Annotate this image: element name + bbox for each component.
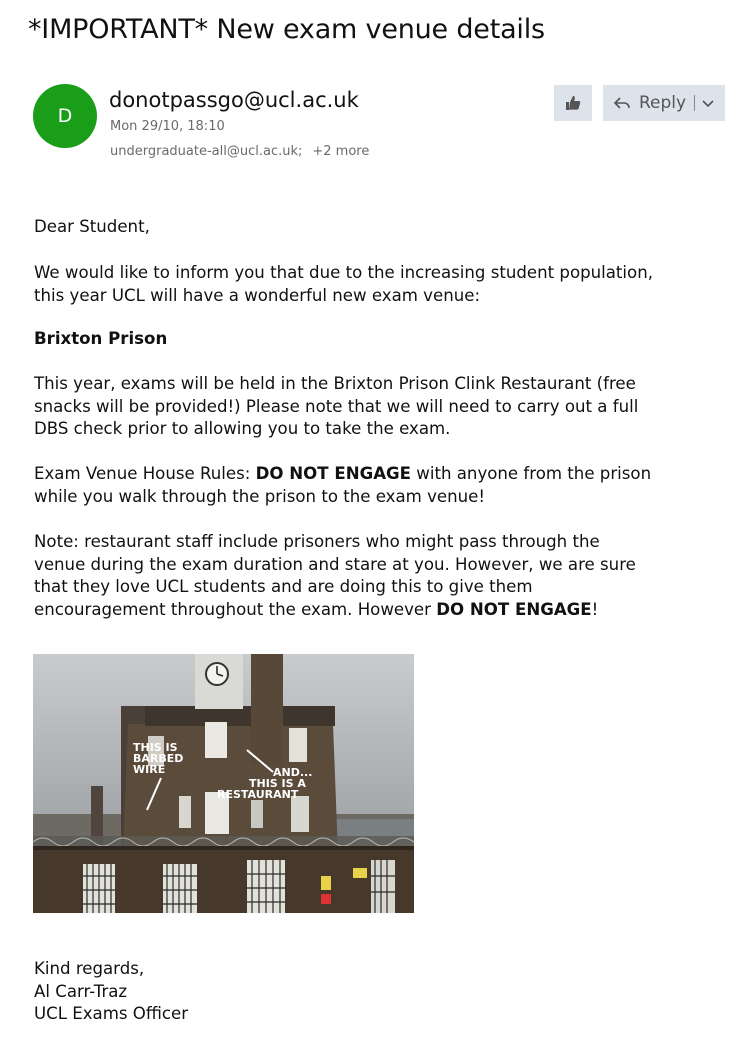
like-button[interactable] bbox=[554, 85, 592, 121]
thumbs-up-icon bbox=[564, 94, 582, 112]
label-restaurant-1: AND... bbox=[273, 766, 313, 779]
paragraph-note bbox=[34, 531, 654, 621]
paragraph-intro: We would like to inform you that due to the increasing student population, this year UCL will have a wonderful new exam venue: bbox=[34, 263, 653, 305]
prison-photo-illustration bbox=[33, 654, 414, 913]
house-rules-emphasis: DO NOT ENGAGE bbox=[255, 464, 411, 483]
sent-date: Mon 29/10, 18:10 bbox=[110, 119, 225, 134]
sender-address[interactable]: donotpassgo@ucl.ac.uk bbox=[109, 88, 359, 112]
paragraph-venue-details: This year, exams will be held in the Brixton Prison Clink Restaurant (free snacks will be provided!) Please note that we will need to carry out a full DBS check prior to allowing you to take the exam. bbox=[34, 374, 639, 438]
label-barbed-wire-2: BARBED bbox=[133, 752, 184, 765]
recipients-more-link[interactable]: +2 more bbox=[312, 144, 370, 159]
venue-heading: Brixton Prison bbox=[34, 329, 168, 348]
reply-label: Reply bbox=[639, 93, 687, 113]
sign-off: Kind regards, bbox=[34, 959, 145, 978]
reply-divider bbox=[694, 95, 695, 111]
greeting: Dear Student, bbox=[34, 217, 150, 236]
label-restaurant-3: RESTAURANT bbox=[217, 788, 299, 801]
recipients[interactable] bbox=[110, 144, 369, 159]
recipient-list[interactable]: undergraduate-all@ucl.ac.uk; bbox=[110, 144, 303, 159]
avatar-initial: D bbox=[57, 105, 73, 127]
sender-avatar bbox=[33, 84, 97, 148]
signature-title: UCL Exams Officer bbox=[34, 1004, 189, 1023]
paragraph-house-rules bbox=[34, 463, 654, 508]
prison-photo bbox=[33, 654, 414, 913]
house-rules-text-end: with anyone from the prison while you walk through the prison to the exam venue! bbox=[34, 464, 652, 506]
note-text: Note: restaurant staff include prisoners who might pass through the venue during the exam duration and stare at you. However, we are sure that they love UCL students and are doing this to give them encouragement throughout the exam. However bbox=[34, 532, 636, 619]
note-text-end: ! bbox=[591, 599, 599, 619]
email-subject: *IMPORTANT* New exam venue details bbox=[28, 14, 545, 45]
chevron-down-icon[interactable] bbox=[701, 96, 715, 110]
house-rules-text: Exam Venue House Rules: bbox=[34, 464, 256, 483]
label-barbed-wire-1: THIS IS bbox=[133, 741, 178, 754]
note-emphasis: DO NOT ENGAGE bbox=[436, 599, 592, 619]
label-restaurant-2: THIS IS A bbox=[249, 777, 306, 790]
label-barbed-wire-3: WIRE bbox=[133, 763, 166, 776]
reply-arrow-icon bbox=[613, 94, 631, 112]
signature-name: Al Carr-Traz bbox=[34, 982, 128, 1001]
reply-button[interactable] bbox=[603, 85, 725, 121]
